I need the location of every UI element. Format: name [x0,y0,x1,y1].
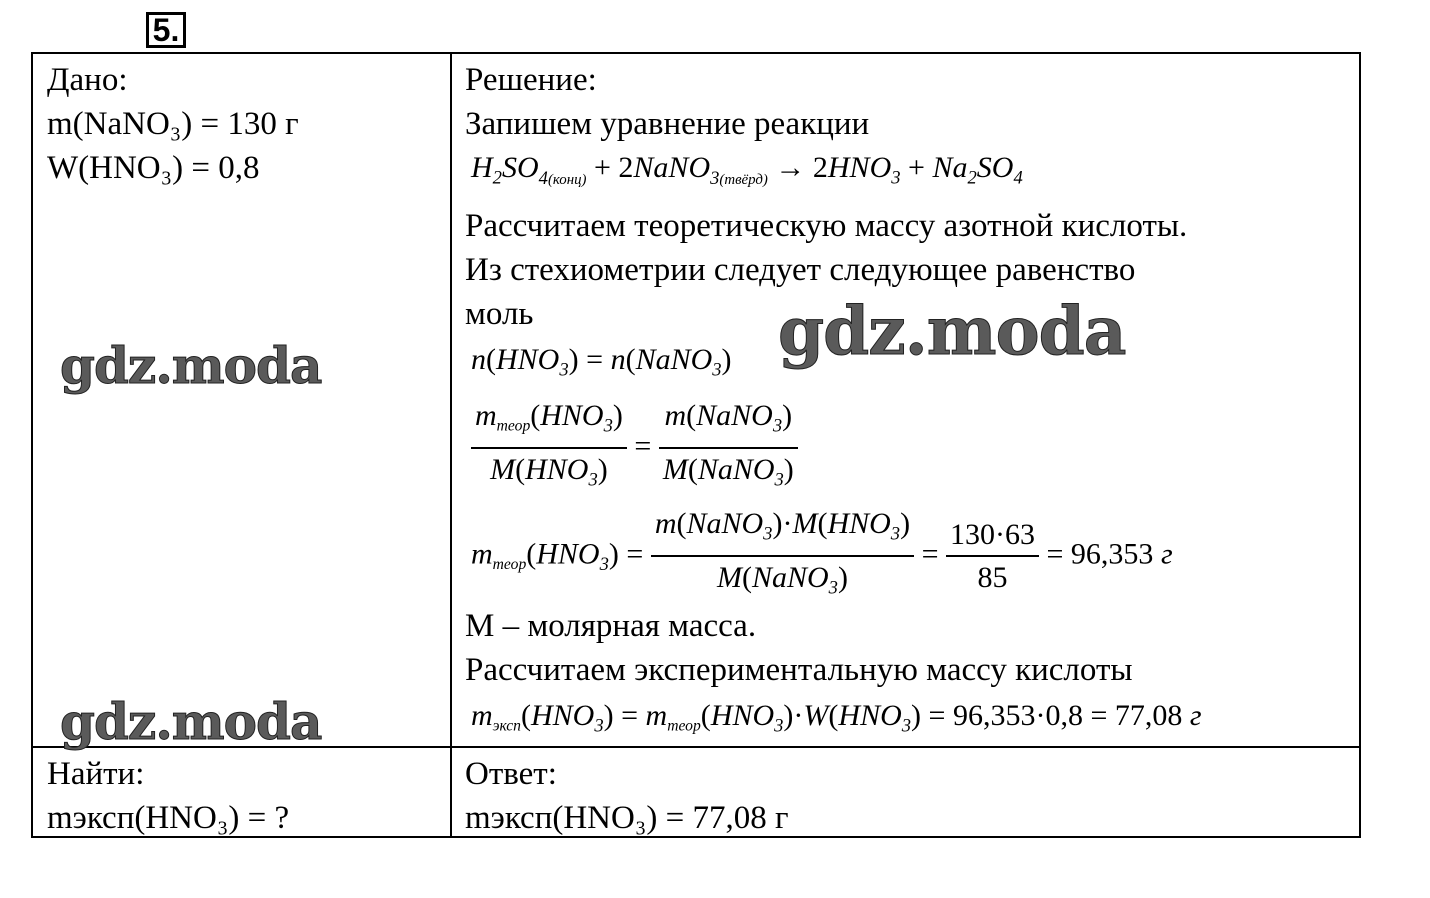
mole-equality-formula: $n(HNO_3)$ = n(NaNO$_3$) [471,343,732,381]
solution-step-experimental: Рассчитаем экспериментальную массу кислоты [465,652,1133,688]
theoretical-mass-formula: $m_{теор}(HNO_3)$ = $\frac{m(NaNO_3)\cdot M(HNO_3)}{M(NaNO_3)}$ = $\frac{130\cdot 63}{85}$ = 96,353 г [471,504,1173,609]
watermark: gdz.moda [778,292,1126,370]
find-target: mэксп(HNO₃) = ? [47,800,290,836]
given-header: Дано: [47,62,128,98]
reaction-equation: $H_2SO_{4(конц)}$ + 2NaNO$_{3(твёрд)}$ → $2HNO_3 + Na_2SO_4$ [471,151,1023,189]
solution-step-stoichiometry: Из стехиометрии следует следующее равенство [465,252,1136,288]
ratio-formula: $\frac{m_{теор}(HNO_3)}{M(HNO_3)}$ = $\frac{m(NaNO_3)}{M(NaNO_3)}$ [471,396,798,501]
given-mass: m(NaNO₃) = 130 г [47,106,299,142]
solution-header: Решение: [465,62,597,98]
experimental-mass-formula: $m_{эксп}(HNO_3) = m_{теор}(HNO_3)\cdot W(HNO_3) = 96,353\cdot 0,8 = 77,08$ г [471,699,1202,737]
find-header: Найти: [47,756,145,792]
problem-number: 5. [146,12,186,48]
solution-step-mole: моль [465,296,534,332]
watermark: gdz.moda [60,692,322,751]
given-fraction: W(HNO₃) = 0,8 [47,150,260,186]
solution-note-molar: M – молярная масса. [465,608,757,644]
watermark: gdz.moda [60,336,322,395]
column-divider [450,54,452,836]
answer-value: mэксп(HNO₃) = 77,08 г [465,800,789,836]
solution-step-reaction: Запишем уравнение реакции [465,106,870,142]
answer-header: Ответ: [465,756,557,792]
solution-step-theoretical: Рассчитаем теоретическую массу азотной кислоты. [465,208,1188,244]
